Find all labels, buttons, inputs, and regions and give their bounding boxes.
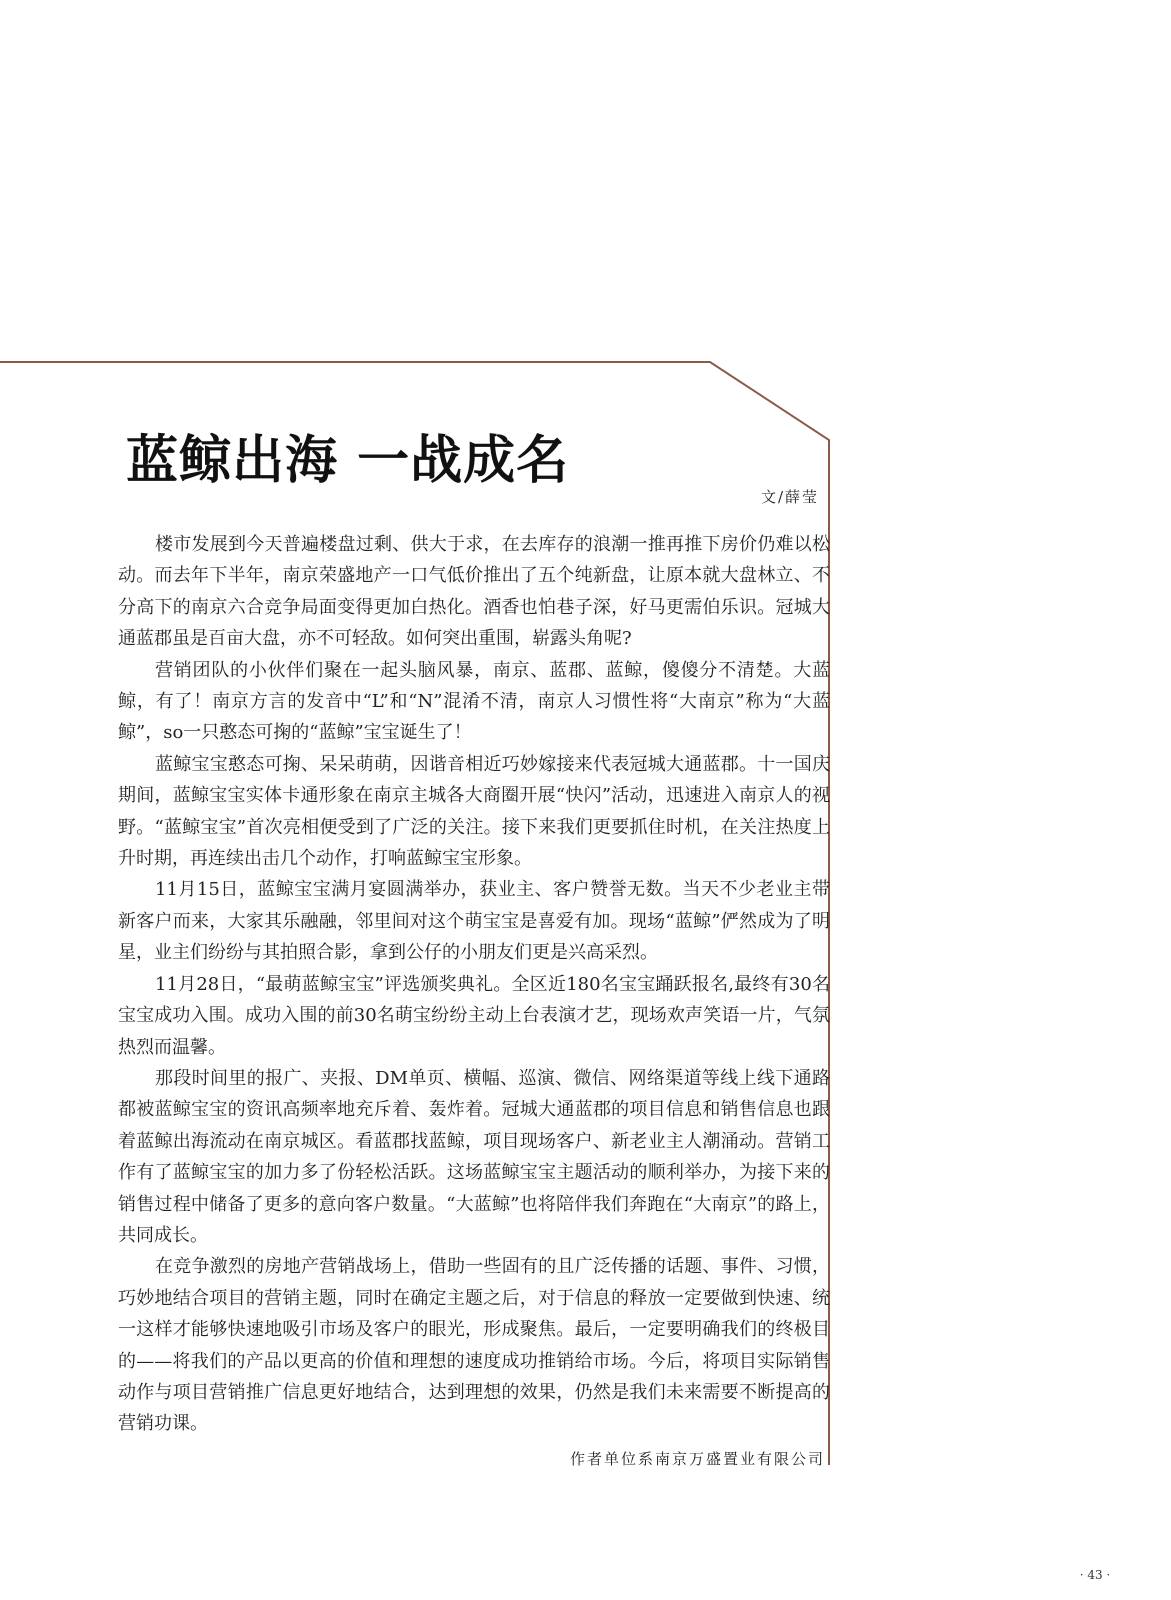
paragraph: 那段时间里的报广、夹报、DM单页、横幅、巡演、微信、网络渠道等线上线下通路都被蓝鲸宝宝的资讯高频率地充斥着、轰炸着。冠城大通蓝郡的项目信息和销售信息也跟着蓝鲸出海流动在南京城区。看蓝郡找蓝鲸，项目现场客户、新老业主人潮涌动。营销工作有了蓝鲸宝宝的加力多了份轻松活跃。这场蓝鲸宝宝主题活动的顺利举办，为接下来的销售过程中储备了更多的意向客户数量。“大蓝鲸”也将陪伴我们奔跑在“大南京”的路上，共同成长。 bbox=[118, 1067, 830, 1246]
paragraph: 在竞争激烈的房地产营销战场上，借助一些固有的且广泛传播的话题、事件、习惯，巧妙地结合项目的营销主题，同时在确定主题之后，对于信息的释放一定要做到快速、统一这样才能够快速地吸引市场及客户的眼光，形成聚焦。最后，一定要明确我们的终极目的——将我们的产品以更高的价值和理想的速度成功推销给市场。今后，将项目实际销售动作与项目营销推广信息更好地结合，达到理想的效果，仍然是我们未来需要不断提高的营销功课。 bbox=[118, 1256, 830, 1435]
paragraph: 蓝鲸宝宝憨态可掬、呆呆萌萌，因谐音相近巧妙嫁接来代表冠城大通蓝郡。十一国庆期间，蓝鲸宝宝实体卡通形象在南京主城各大商圈开展“快闪”活动，迅速进入南京人的视野。“蓝鲸宝宝”首次亮相便受到了广泛的关注。接下来我们更要抓住时机，在关注热度上升时期，再连续出击几个动作，打响蓝鲸宝宝形象。 bbox=[118, 753, 830, 870]
article-title: 蓝鲸出海 一战成名 bbox=[126, 431, 570, 491]
article-body bbox=[118, 529, 830, 1440]
paragraph: 楼市发展到今天普遍楼盘过剩、供大于求，在去库存的浪潮一推再推下房价仍难以松动。而去年下半年，南京荣盛地产一口气低价推出了五个纯新盘，让原本就大盘林立、不分高下的南京六合竞争局面变得更加白热化。酒香也怕巷子深，好马更需伯乐识。冠城大通蓝郡虽是百亩大盘，亦不可轻敌。如何突出重围，崭露头角呢? bbox=[118, 534, 830, 650]
paragraph: 营销团队的小伙伴们聚在一起头脑风暴，南京、蓝郡、蓝鲸，傻傻分不清楚。大蓝鲸，有了！南京方言的发音中“L”和“N”混淆不清，南京人习惯性将“大南京”称为“大蓝鲸”，so一只憨态可掬的“蓝鲸”宝宝诞生了！ bbox=[118, 659, 830, 744]
paragraph: 11月28日，“最萌蓝鲸宝宝”评选颁奖典礼。全区近180名宝宝踊跃报名,最终有30名宝宝成功入围。成功入围的前30名萌宝纷纷主动上台表演才艺，现场欢声笑语一片，气氛热烈而温馨。 bbox=[118, 973, 830, 1058]
paragraph: 11月15日，蓝鲸宝宝满月宴圆满举办，获业主、客户赞誉无数。当天不少老业主带新客户而来，大家其乐融融，邻里间对这个萌宝宝是喜爱有加。现场“蓝鲸”俨然成为了明星，业主们纷纷与其拍照合影，拿到公仔的小朋友们更是兴高采烈。 bbox=[118, 879, 830, 964]
author-affiliation: 作者单位系南京万盛置业有限公司 bbox=[569, 1450, 825, 1468]
author-byline: 文/薛莹 bbox=[760, 488, 819, 506]
page-number: · 43 · bbox=[1079, 1568, 1111, 1582]
